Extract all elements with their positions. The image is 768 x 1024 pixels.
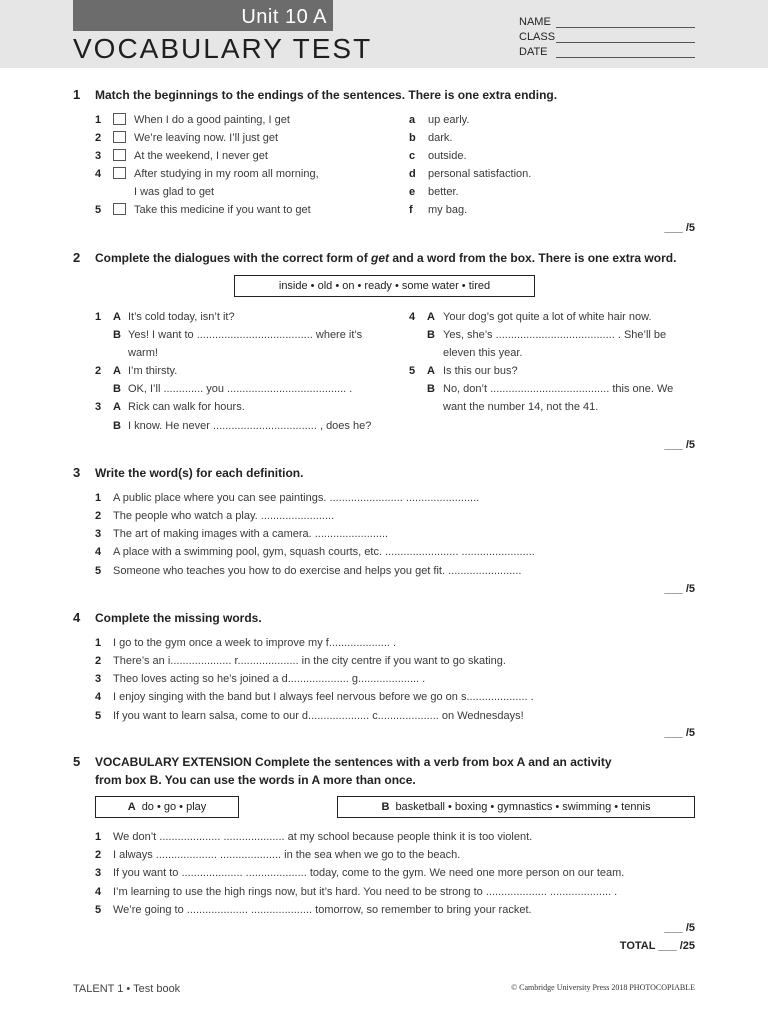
unit-label: Unit 10 A	[241, 6, 327, 28]
s2-line: I’m thirsty.	[128, 365, 178, 377]
s1-ending-letter: a	[409, 114, 416, 126]
s5-item-text: We’re going to .................... .................... tomorrow, so remember to bring your racket.	[113, 904, 532, 916]
s3-item-number: 5	[95, 565, 102, 577]
unit-bar	[73, 0, 333, 31]
section-5-instruction-line2: from box B. You can use the words in A more than once.	[95, 773, 416, 787]
section-2-number: 2	[73, 250, 81, 265]
s2-speaker: A	[427, 365, 435, 377]
s1-ending-text: personal satisfaction.	[428, 168, 532, 180]
s2-line: Yes, she’s ....................................... . She’ll be	[443, 329, 667, 341]
s3-item-text: The people who watch a play. ........................	[113, 510, 335, 522]
total-score: TOTAL ___ /25	[619, 940, 695, 952]
s1-answer-box[interactable]	[113, 131, 126, 143]
s1-ending-letter: f	[409, 204, 413, 216]
class-label: CLASS	[519, 31, 556, 43]
s5-item-number: 3	[95, 867, 102, 879]
s4-item-number: 2	[95, 655, 102, 667]
section-3-score: ___ /5	[664, 583, 695, 595]
instruction-part: and a word from the box. There is one extra word.	[389, 251, 677, 265]
s2-speaker: A	[113, 401, 121, 413]
s3-item-number: 4	[95, 546, 102, 558]
s4-item-number: 3	[95, 673, 102, 685]
s1-ending-text: dark.	[428, 132, 453, 144]
s4-item-text: I enjoy singing with the band but I always feel nervous before we go on s.................... .	[113, 691, 534, 703]
s5-item-text: If you want to .................... .................... today, come to the gym. We need one more person on our team.	[113, 867, 625, 879]
s1-answer-box[interactable]	[113, 149, 126, 161]
section-3-number: 3	[73, 465, 81, 480]
vocabulary-extension-label: VOCABULARY EXTENSION	[95, 755, 252, 769]
s5-box-a	[95, 796, 239, 818]
section-5-instruction	[95, 755, 612, 769]
s2-item-number: 4	[409, 311, 416, 323]
section-1-score: ___ /5	[664, 222, 695, 234]
s2-speaker: B	[113, 383, 121, 395]
s2-line: Your dog’s got quite a lot of white hair now.	[443, 311, 652, 323]
s5-item-number: 4	[95, 886, 102, 898]
s1-item-text-continued: I was glad to get	[134, 186, 215, 198]
section-1-number: 1	[73, 87, 81, 102]
s1-item-text: We’re leaving now. I’ll just get	[134, 132, 279, 144]
s3-item-number: 2	[95, 510, 102, 522]
s1-ending-text: better.	[428, 186, 459, 198]
s2-speaker: B	[113, 329, 121, 341]
s2-line: It’s cold today, isn’t it?	[128, 311, 235, 323]
s5-item-text: We don’t .................... .................... at my school because people think it is too violent.	[113, 831, 533, 843]
s4-item-text: There’s an i.................... r.................... in the city centre if you want to go skating.	[113, 655, 506, 667]
box-a-label: A	[127, 801, 136, 813]
s1-ending-letter: b	[409, 132, 416, 144]
s4-item-number: 1	[95, 637, 102, 649]
s1-answer-box[interactable]	[113, 113, 126, 125]
s3-item-text: The art of making images with a camera. ........................	[113, 528, 389, 540]
s5-item-text: I’m learning to use the high rings now, but it’s hard. You need to be strong to .................... .................... .	[113, 886, 618, 898]
s1-ending-letter: c	[409, 150, 416, 162]
box-b-words: basketball • boxing • gymnastics • swimming • tennis	[395, 801, 651, 813]
box-b-label: B	[381, 801, 390, 813]
s1-ending-letter: d	[409, 168, 416, 180]
s2-word-box: inside • old • on • ready • some water • tired	[234, 275, 535, 297]
s2-line: No, don’t ....................................... this one. We	[443, 383, 674, 395]
box-a-words: do • go • play	[141, 801, 207, 813]
section-1-instruction: Match the beginnings to the endings of the sentences. There is one extra ending.	[95, 88, 558, 102]
s2-speaker: B	[427, 329, 435, 341]
s2-speaker: A	[427, 311, 435, 323]
s1-item-number: 2	[95, 132, 102, 144]
name-label: NAME	[519, 16, 551, 28]
s2-speaker: A	[113, 365, 121, 377]
s2-line: OK, I’ll ............. you ....................................... .	[128, 383, 353, 395]
s3-item-text: A place with a swimming pool, gym, squash courts, etc. ........................ ........................	[113, 546, 535, 558]
class-field[interactable]	[556, 42, 695, 43]
s4-item-text: I go to the gym once a week to improve my f.................... .	[113, 637, 397, 649]
s2-item-number: 1	[95, 311, 102, 323]
instruction-part: Complete the dialogues with the correct form of	[95, 251, 372, 265]
s4-item-number: 5	[95, 710, 102, 722]
name-field[interactable]	[556, 27, 695, 28]
s2-line: I know. He never .................................. , does he?	[128, 420, 372, 432]
s2-speaker: A	[113, 311, 121, 323]
date-label: DATE	[519, 46, 548, 58]
s1-ending-text: outside.	[428, 150, 467, 162]
section-4-instruction: Complete the missing words.	[95, 611, 262, 625]
s1-ending-text: up early.	[428, 114, 470, 126]
section-3-instruction: Write the word(s) for each definition.	[95, 466, 304, 480]
s1-item-number: 3	[95, 150, 102, 162]
s1-item-text: When I do a good painting, I get	[134, 114, 290, 126]
s4-item-number: 4	[95, 691, 102, 703]
s2-speaker: B	[113, 420, 121, 432]
test-title: VOCABULARY TEST	[73, 33, 373, 64]
s5-item-number: 2	[95, 849, 102, 861]
s5-item-number: 1	[95, 831, 102, 843]
s1-item-text: After studying in my room all morning,	[134, 168, 319, 180]
instruction-emphasis: get	[371, 251, 390, 265]
s2-line: want the number 14, not the 41.	[443, 401, 599, 413]
s4-item-text: If you want to learn salsa, come to our d.................... c.................... on Wednesdays!	[113, 710, 524, 722]
s5-item-text: I always .................... .................... in the sea when we go to the beach.	[113, 849, 461, 861]
s1-item-text: At the weekend, I never get	[134, 150, 268, 162]
date-field[interactable]	[556, 57, 695, 58]
s3-item-text: A public place where you can see paintings. ........................ ........................	[113, 492, 480, 504]
s2-line: Is this our bus?	[443, 365, 518, 377]
s2-line: warm!	[128, 347, 158, 359]
s2-item-number: 2	[95, 365, 102, 377]
s3-item-number: 3	[95, 528, 102, 540]
s1-ending-letter: e	[409, 186, 416, 198]
s2-speaker: B	[427, 383, 435, 395]
s5-box-b	[337, 796, 695, 818]
s2-line: eleven this year.	[443, 347, 523, 359]
footer-copyright: © Cambridge University Press 2018 PHOTOCOPIABLE	[511, 983, 695, 992]
s4-item-text: Theo loves acting so he’s joined a d.................... g.................... .	[113, 673, 426, 685]
s2-item-number: 5	[409, 365, 416, 377]
section-5-score: ___ /5	[664, 922, 695, 934]
s2-line: Yes! I want to ...................................... where it’s	[128, 329, 363, 341]
s1-item-text: Take this medicine if you want to get	[134, 204, 311, 216]
s3-item-text: Someone who teaches you how to do exercise and helps you get fit. ........................	[113, 565, 522, 577]
s5-item-number: 5	[95, 904, 102, 916]
footer-book-label: TALENT 1 • Test book	[73, 983, 181, 995]
s3-item-number: 1	[95, 492, 102, 504]
s1-item-number: 5	[95, 204, 102, 216]
section-2-score: ___ /5	[664, 439, 695, 451]
instruction-part: Complete the sentences with a verb from box A and an activity	[251, 755, 612, 769]
s1-answer-box[interactable]	[113, 203, 126, 215]
s2-line: Rick can walk for hours.	[128, 401, 245, 413]
s1-answer-box[interactable]	[113, 167, 126, 179]
s1-item-number: 1	[95, 114, 102, 126]
s1-ending-text: my bag.	[428, 204, 468, 216]
s1-item-number: 4	[95, 168, 102, 180]
section-5-number: 5	[73, 754, 81, 769]
section-4-score: ___ /5	[664, 727, 695, 739]
section-4-number: 4	[73, 610, 81, 625]
s2-item-number: 3	[95, 401, 102, 413]
section-2-instruction	[95, 251, 676, 265]
